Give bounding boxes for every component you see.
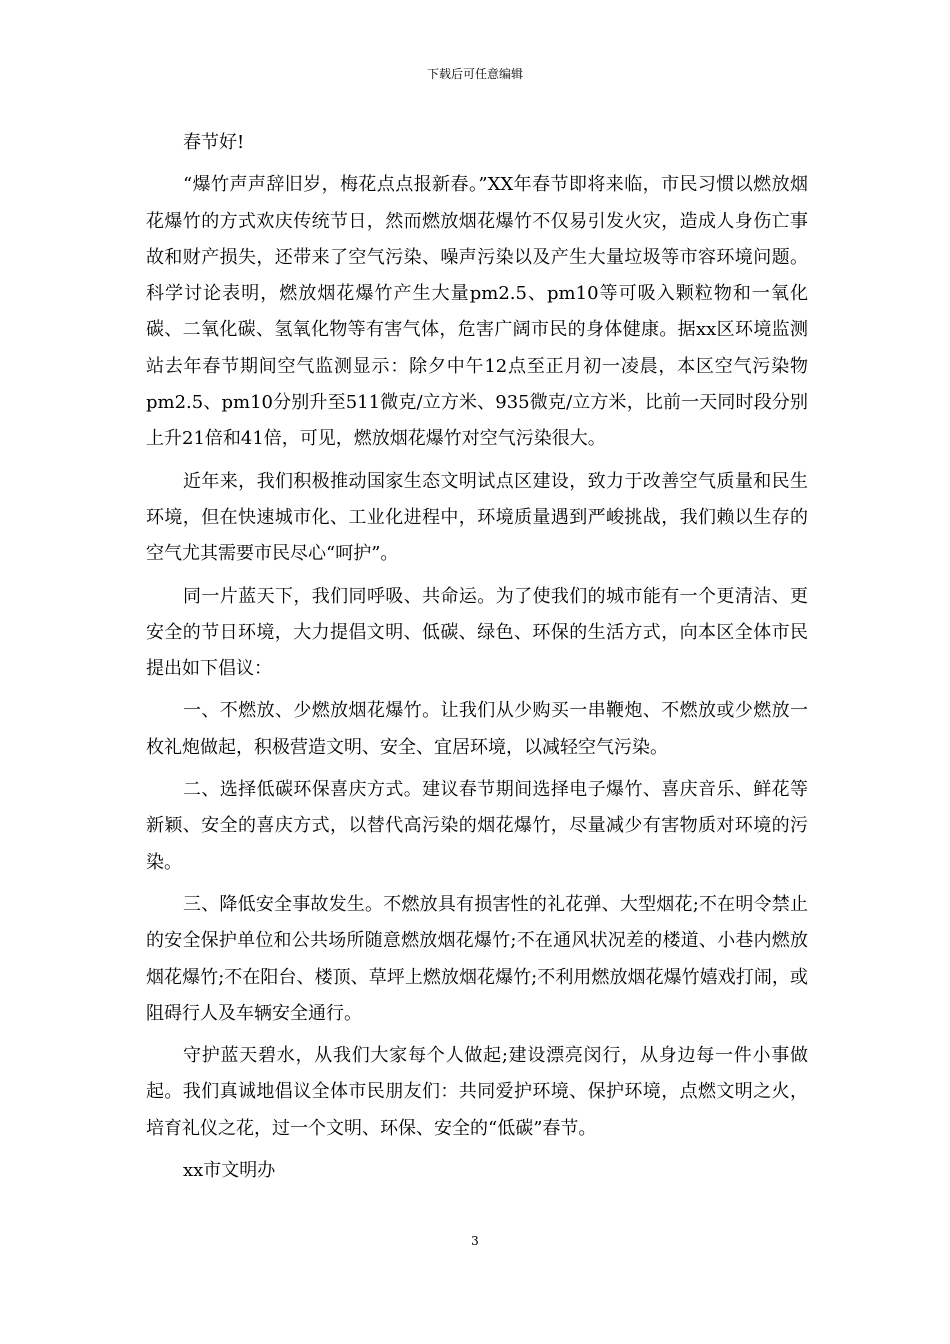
paragraph-call: 同一片蓝天下，我们同呼吸、共命运。为了使我们的城市能有一个更清洁、更安全的节日环境，大力提倡文明、低碳、绿色、环保的生活方式，向本区全体市民提出如下倡议： — [146, 585, 808, 680]
page-number: 3 — [471, 1234, 479, 1248]
proposal-item-2: 二、选择低碳环保喜庆方式。建议春节期间选择电子爆竹、喜庆音乐、鲜花等新颖、安全的喜庆方式，以替代高污染的烟花爆竹，尽量减少有害物质对环境的污染。 — [146, 779, 808, 873]
proposal-item-3: 三、降低安全事故发生。不燃放具有损害性的礼花弹、大型烟花;不在明令禁止的安全保护单位和公共场所随意燃放烟花爆竹;不在通风状况差的楼道、小巷内燃放烟花爆竹;不在阳台、楼顶、草坪上燃放烟花爆竹;不利用燃放烟花爆竹嬉戏打闹，或阻碍行人及车辆安全通行。 — [146, 893, 808, 1024]
signature: xx市文明办 — [183, 1160, 276, 1182]
document-body — [146, 125, 808, 1189]
greeting: 春节好! — [183, 132, 245, 153]
page-header: 下载后可任意编辑 — [426, 67, 523, 81]
paragraph-closing: 守护蓝天碧水，从我们大家每个人做起;建设漂亮闵行，从身边每一件小事做起。我们真诚地倡议全体市民朋友们：共同爱护环境、保护环境，点燃文明之火，培育礼仪之花，过一个文明、环保、安全的“低碳”春节。 — [146, 1045, 808, 1139]
paragraph-background: 近年来，我们积极推动国家生态文明试点区建设，致力于改善空气质量和民生环境，但在快速城市化、工业化进程中，环境质量遇到严峻挑战，我们赖以生存的空气尤其需要市民尽心“呵护”。 — [146, 470, 808, 565]
paragraph-intro: “爆竹声声辞旧岁，梅花点点报新春。”XX年春节即将来临，市民习惯以燃放烟花爆竹的方式欢庆传统节日，然而燃放烟花爆竹不仅易引发火灾，造成人身伤亡事故和财产损失，还带来了空气污染、噪声污染以及产生大量垃圾等市容环境问题。科学讨论表明，燃放烟花爆竹产生大量pm2.5、pm10等可吸入颗粒物和一氧化碳、二氧化碳、氢氧化物等有害气体，危害广阔市民的身体健康。据xx区环境监测站去年春节期间空气监测显示：除夕中午12点至正月初一凌晨，本区空气污染物pm2.5、pm10分别升至511微克/立方米、935微克/立方米，比前一天同时段分别上升21倍和41倍，可见，燃放烟花爆竹对空气污染很大。 — [146, 174, 808, 450]
proposal-item-1: 一、不燃放、少燃放烟花爆竹。让我们从少购买一串鞭炮、不燃放或少燃放一枚礼炮做起，积极营造文明、安全、宜居环境，以减轻空气污染。 — [146, 700, 808, 758]
